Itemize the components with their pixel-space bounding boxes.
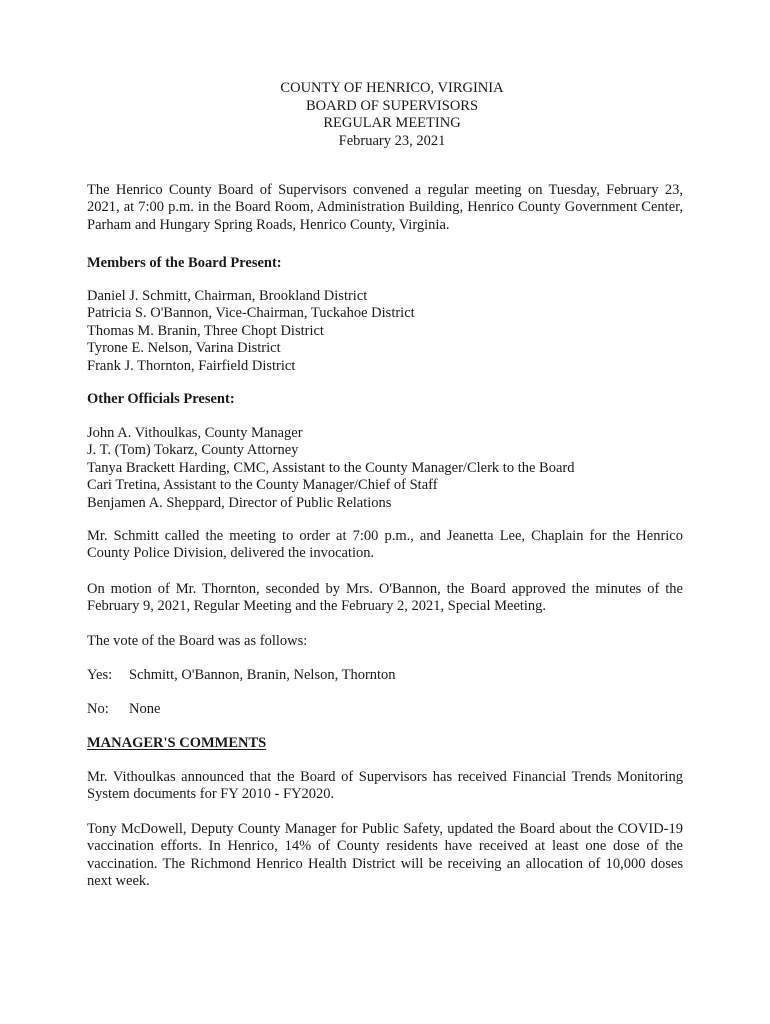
members-list [87, 288, 683, 375]
member-item: Thomas M. Branin, Three Chopt District [87, 322, 324, 339]
member-item: Daniel J. Schmitt, Chairman, Brookland District [87, 288, 368, 304]
managers-comments-paragraph-1: Mr. Vithoulkas announced that the Board of Supervisors has received Financial Trends Monitoring System documents for FY 2010 - FY2020. [87, 769, 683, 803]
call-to-order-paragraph: Mr. Schmitt called the meeting to order at 7:00 p.m., and Jeanetta Lee, Chaplain for the Henrico County Police Division, delivered the invocation. [87, 528, 683, 562]
county-title: COUNTY OF HENRICO, VIRGINIA [280, 80, 504, 96]
vote-no-label: No: [87, 701, 109, 717]
meeting-type: REGULAR MEETING [323, 115, 461, 131]
managers-comments-heading: MANAGER'S COMMENTS [87, 735, 267, 751]
vote-yes-label: Yes: [87, 667, 113, 683]
official-item: Benjamen A. Sheppard, Director of Public Relations [87, 494, 392, 511]
meeting-date: February 23, 2021 [338, 132, 446, 149]
member-item: Frank J. Thornton, Fairfield District [87, 357, 296, 374]
official-item: John A. Vithoulkas, County Manager [87, 425, 303, 441]
minutes-motion-paragraph: On motion of Mr. Thornton, seconded by Mrs. O'Bannon, the Board approved the minutes of the February 9, 2021, Regular Meeting and the February 2, 2021, Special Meeting. [87, 581, 683, 615]
officials-heading: Other Officials Present: [87, 391, 235, 407]
intro-paragraph: The Henrico County Board of Supervisors convened a regular meeting on Tuesday, February 23, 2021, at 7:00 p.m. in the Board Room, Administration Building, Henrico County Government Center, Parham and Hungary Spring Roads, Henrico County, Virginia. [87, 182, 683, 233]
vote-intro: The vote of the Board was as follows: [87, 633, 308, 649]
vote-no-names: None [129, 701, 161, 717]
members-heading: Members of the Board Present: [87, 255, 282, 271]
board-title: BOARD OF SUPERVISORS [305, 97, 479, 114]
vote-yes-names: Schmitt, O'Bannon, Branin, Nelson, Thornton [129, 667, 396, 683]
official-item: Tanya Brackett Harding, CMC, Assistant to the County Manager/Clerk to the Board [87, 459, 575, 476]
official-item: Cari Tretina, Assistant to the County Manager/Chief of Staff [87, 477, 438, 494]
vote-no-row [87, 701, 160, 718]
vote-yes-row [87, 667, 396, 684]
document-header [0, 80, 770, 150]
member-item: Patricia S. O'Bannon, Vice-Chairman, Tuckahoe District [87, 305, 415, 322]
member-item: Tyrone E. Nelson, Varina District [87, 340, 281, 357]
official-item: J. T. (Tom) Tokarz, County Attorney [87, 442, 299, 459]
officials-list [87, 425, 683, 512]
managers-comments-paragraph-2: Tony McDowell, Deputy County Manager for Public Safety, updated the Board about the COVID-19 vaccination efforts. In Henrico, 14% of County residents have received at least one dose of the vaccination. The Richmond Henrico Health District will be receiving an allocation of 10,000 doses next week. [87, 821, 683, 890]
